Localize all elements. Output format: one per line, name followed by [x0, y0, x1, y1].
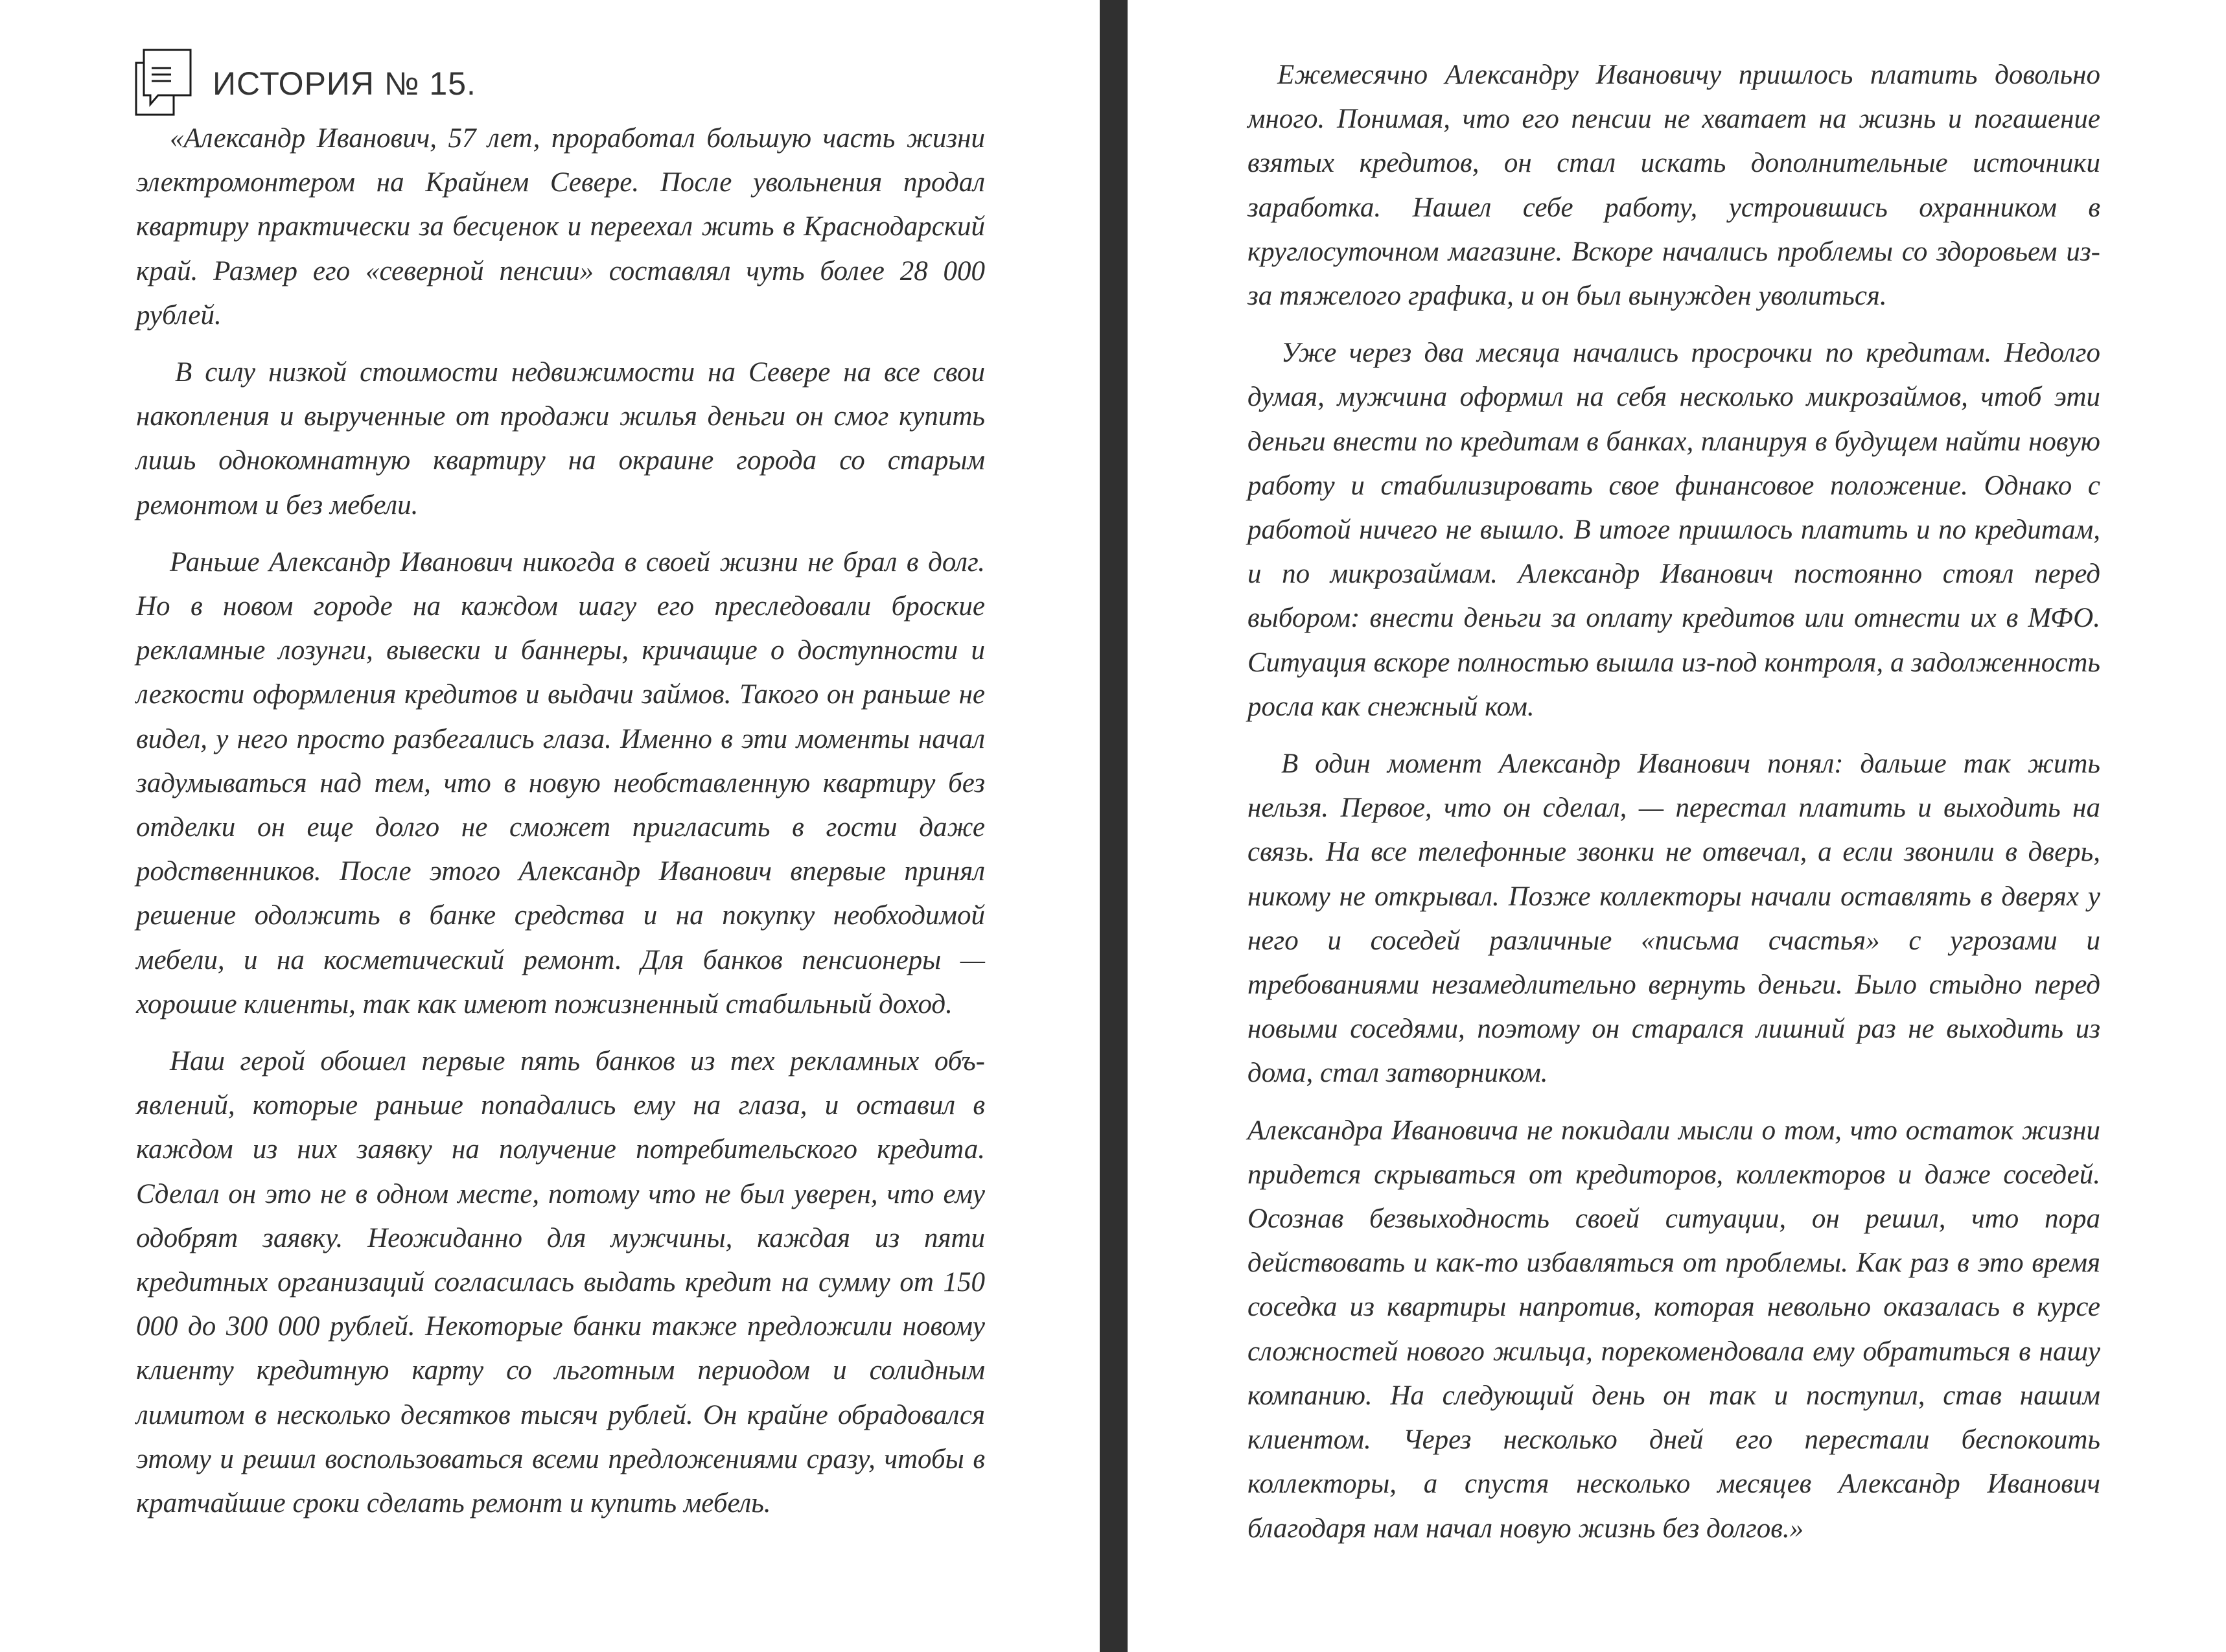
left-column: [136, 0, 985, 1526]
paragraph: Уже через два месяца начались просрочки по кредитам. Недолго думая, мужчина оформил на себя несколько микрозаймов, чтоб эти деньги внести по кредитам в банках, планируя в будущем найти новую работу и стабилизировать свое финансовое положение. Однако с работой ничего не вышло. В итоге пришлось платить и по кредитам, и по микрозаймам. Александр Иванович постоянно стоял перед выбором: внести деньги за оплату кредитов или отнести их в МФО. Ситуация вскоре полностью вышла из-под контроля, а задолженность росла как снежный ком.: [1247, 338, 2100, 722]
paragraph: Наш герой обошел первые пять банков из тех рекламных объявлений, которые раньше попадались ему на глаза, и оставил в каждом из них заявку на получение потребительского кредита. Сделал он это не в одном месте, потому что не был уверен, что ему одобрят заявку. Неожиданно для мужчины, каждая из пяти кредитных организаций согласилась выдать кредит на сумму от 150 000 до 300 000 рублей. Некоторые банки также предложили новому клиенту кредитную карту со льготным периодом и солидным лимитом в несколько десятков тысяч рублей. Он крайне обрадовался этому и решил воспользоваться всеми предложениями сразу, чтобы в кратчайшие сроки сделать ремонт и купить мебель.: [136, 1046, 985, 1519]
paragraph: Раньше Александр Иванович никогда в своей жизни не брал в долг. Но в новом городе на каждом шагу его преследовали броские рекламные лозунги, вывески и баннеры, кричащие о доступности и легкости оформления кредитов и выдачи займов. Такого он раньше не видел, у него просто разбегались глаза. Именно в эти моменты начал задумываться над тем, что в новую необставленную квартиру без отделки он еще долго не сможет пригласить в гости даже родственников. После этого Александр Иванович впервые принял решение одолжить в банке средства и на покупку необходимой мебели, и на косметический ремонт. Для банков пенсионеры — хорошие клиенты, так как имеют пожизненный стабильный доход.: [136, 546, 985, 1019]
paragraph: В силу низкой стоимости недвижимости на Севере на все свои накопления и вырученные от продажи жилья деньги он смог купить лишь однокомнатную квартиру на окраине города со старым ремонтом и без мебели.: [136, 357, 985, 520]
paragraph: Ежемесячно Александру Ивановичу пришлось платить довольно много. Понимая, что его пенсии не хватает на жизнь и погашение взятых кредитов, он стал искать дополнительные источники заработка. Нашел себе работу, устроившись охранником в круглосуточном магазине. Вскоре начались проблемы со здоровьем из-за тяжелого графика, и он был вынужден уволиться.: [1247, 60, 2100, 312]
right-column: [1247, 0, 2100, 1551]
paragraph: Александра Ивановича не покидали мысли о том, что остаток жизни придется скрываться от кредиторов, коллекторов и даже соседей. Осознав безвыходность своей ситуации, он решил, что пора действовать и как-то избавляться от проблемы. Как раз в это время соседка из квартиры напротив, которая невольно оказалась в курсе сложностей нового жильца, порекомендовала ему обратиться в нашу компанию. На следующий день он так и поступил, став нашим клиентом. Через несколько дней его перестали беспокоить коллекторы, а спустя несколько месяцев Александр Иванович благодаря нам начал новую жизнь без долгов.»: [1247, 1115, 2100, 1544]
paragraph: «Александр Иванович, 57 лет, проработал большую часть жизни электромонтером на Крайнем Севере. После увольнения продал квартиру практически за бесценок и переехал жить в Краснодарский край. Размер его «северной пенсии» составлял чуть более 28 000 рублей.: [136, 123, 985, 331]
story-title: ИСТОРИЯ № 15.: [213, 65, 476, 102]
paragraph: В один момент Александр Иванович понял: дальше так жить нельзя. Первое, что он сделал, — перестал платить и выходить на связь. На все телефонные звонки не отвечал, а если звонили в дверь, никому не открывал. Позже коллекторы начали оставлять в дверях у него и соседей различные «письма счастья» с угрозами и требованиями незамедлительно вернуть деньги. Было стыдно перед новыми соседями, поэтому он старался лишний раз не выходить из дома, стал затворником.: [1247, 749, 2100, 1089]
page-divider: [1100, 0, 1128, 1652]
